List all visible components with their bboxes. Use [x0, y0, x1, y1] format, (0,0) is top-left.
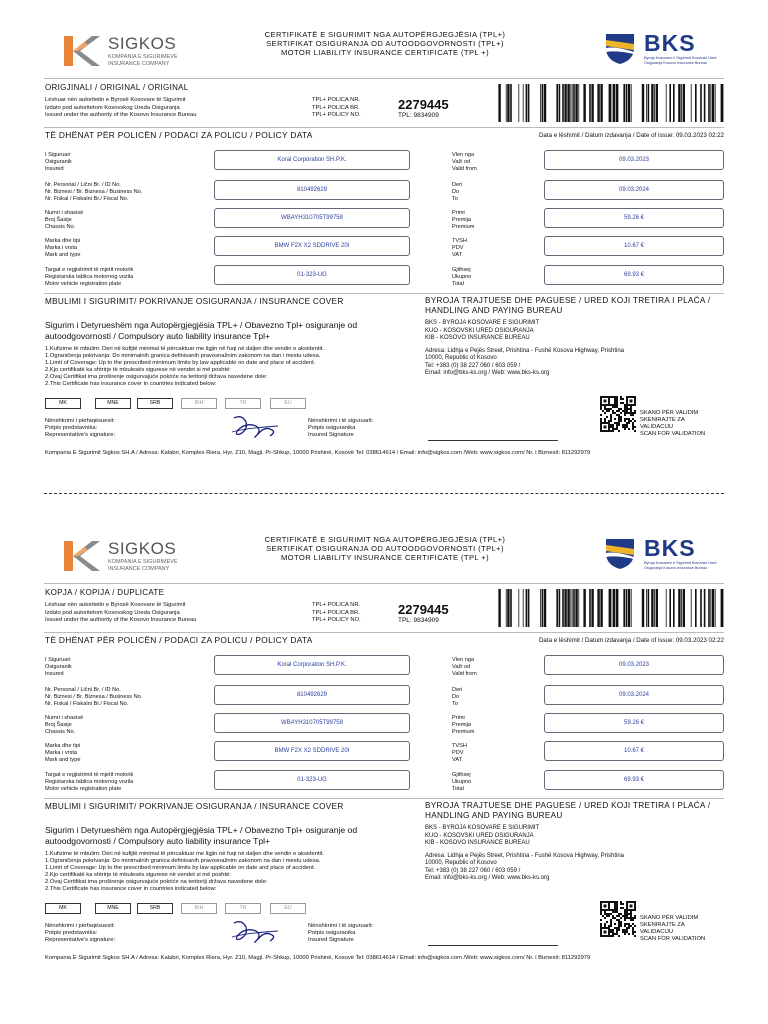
field-label-line: Valid from [452, 165, 477, 172]
issued-sq: Lëshuar nën autoritetin e Byrosë Kosovare të Sigurimit [45, 602, 186, 608]
issued-sq: Lëshuar nën autoritetin e Byrosë Kosovare të Sigurimit [45, 97, 186, 103]
bureau-line: Tel: +383 (0) 38 227 060 / 603 059 / [425, 362, 521, 369]
policy-data-heading: TË DHËNAT PËR POLICËN / PODACI ZA POLICU / POLICY DATA [45, 130, 313, 140]
field-label-line: Premium [452, 728, 475, 735]
country-code: BIH [181, 398, 217, 409]
country-code: SRB [137, 398, 173, 409]
divider [44, 293, 724, 294]
bureau-line: Tel: +383 (0) 38 227 060 / 603 059 / [425, 867, 521, 874]
representative-signature-label [45, 418, 195, 439]
qr-code-icon[interactable] [600, 901, 636, 937]
divider [44, 127, 724, 128]
scan-label: SKANO PËR VALIDIM [640, 915, 699, 921]
field-label [452, 210, 512, 230]
field-label-line: Motor vehicle registration plate [45, 280, 122, 287]
country-code: MNE [95, 398, 131, 409]
sig-label-en: Representative's signature: [45, 432, 116, 438]
bureau-line: KUO - KOSOVSKI URED OSIGURANJA [425, 327, 534, 334]
issued-by [45, 97, 305, 120]
issued-en: Issued under the authority of the Kosovo Insurance Bureau [45, 112, 197, 118]
cover-note: 2.Kjo certifikatë ka shtrirje të mbulesës sigurese në vendet si më poshtë: [45, 872, 231, 878]
field-value: 59.26 € [544, 208, 724, 228]
bureau-line: 10000, Republic of Kosovo [425, 860, 497, 866]
field-label-line: Chassis No. [45, 223, 76, 230]
field-label-line: Primi [452, 210, 465, 216]
title-sq: CERTIFIKATË E SIGURIMIT NGA AUTOPËRGJEGJËSIA (TPL+) [264, 535, 506, 544]
country-code: MK [45, 903, 81, 914]
sigkos-k-icon [62, 32, 102, 70]
field-label [45, 687, 205, 707]
representative-signature-label [45, 923, 195, 944]
field-label-line: Marka dhe tipi [45, 743, 81, 749]
company-name: SIGKOS [108, 34, 177, 53]
field-label [45, 715, 205, 735]
bureau-line: Email: info@bks-ks.org / Web: www.bks-ks.org [425, 370, 550, 376]
policy-data-heading: TË DHËNAT PËR POLICËN / PODACI ZA POLICU / POLICY DATA [45, 635, 313, 645]
field-label-line: Deri [452, 687, 463, 693]
cover-note: 1.Limit of Coverage: Up to the prescribed minimum limits by law applicable on date and place of accident. [45, 360, 316, 366]
country-code: BIH [181, 903, 217, 914]
field-label-line: Targat e regjistrimit të mjetit motorik [45, 267, 134, 273]
field-value: 09.03.2024 [544, 685, 724, 705]
field-value: WBAYH310705T99758 [214, 713, 410, 733]
field-label [452, 743, 512, 763]
country-code: TR [225, 903, 261, 914]
field-value: 09.03.2023 [544, 150, 724, 170]
divider [44, 798, 724, 799]
country-code: TR [225, 398, 261, 409]
title-sr: SERTIFIKAT OSIGURANJA OD AUTOODGOVORNOSTI (TPL+) [266, 544, 504, 553]
field-label [452, 267, 512, 287]
field-label [45, 238, 205, 258]
field-label-line: Chassis No. [45, 728, 76, 735]
bks-logo-sub: Byroja Kosovare e Sigurimit Kosovski Ured Osiguranja Kosovo Insurance Bureau [644, 56, 717, 65]
bureau-info [425, 320, 725, 378]
field-label-line: Deri [452, 182, 463, 188]
country-code: SRB [137, 903, 173, 914]
field-label-line: Vlen nga [452, 657, 475, 663]
bureau-line: BKS - BYROJA KOSOVARE E SIGURIMIT [425, 320, 540, 326]
title-en: MOTOR LIABILITY INSURANCE CERTIFICATE (TPL +) [280, 48, 490, 57]
field-value: 09.03.2023 [544, 655, 724, 675]
divider [44, 632, 724, 633]
divider [44, 583, 724, 584]
field-value: Koral Corporation SH.P.K. [214, 150, 410, 170]
field-label-line: Numri i shasisë [45, 715, 84, 721]
field-label-line: TVSH [452, 743, 467, 749]
scan-label: SKENIRAJTE ZA [640, 417, 685, 423]
field-label [452, 182, 512, 202]
field-label-line: Nr. Personal / Lični Br. / ID No. [45, 687, 121, 693]
tpl-number: TPL: 9834909 [398, 617, 439, 624]
field-label [452, 152, 512, 172]
field-value: 10.67 € [544, 236, 724, 256]
field-label-line: Registarska tablica motornog vozila [45, 273, 134, 280]
field-label [45, 772, 205, 792]
sig-label-en: Representative's signature: [45, 937, 116, 943]
copy-label: ORIGJINALI / ORIGINAL / ORIGINAL [45, 83, 189, 92]
field-label [45, 182, 205, 202]
company-name: SIGKOS [108, 539, 177, 558]
bks-logo-text: BKS [644, 30, 696, 56]
sigkos-k-icon [62, 537, 102, 575]
policy-label-sq: TPL+ POLICA NR. [312, 97, 361, 103]
ins-sig-sr: Potpis osiguranika [308, 425, 356, 431]
bureau-line: 10000, Republic of Kosovo [425, 355, 497, 361]
title-sq: CERTIFIKATË E SIGURIMIT NGA AUTOPËRGJEGJËSIA (TPL+) [264, 30, 506, 39]
cover-note: 1.Ograničenja pokrivanja: Do minimalnih granica definisanih pravosnažnim zakonom na dan i mestu udesa. [45, 353, 321, 359]
certificate-titles [210, 535, 560, 562]
cover-note: 2.Ovaj Certifikat ima proširenje osigurvajuće pokriće na teritoriji država navedene dole: [45, 879, 268, 885]
cover-note: 1.Kufizime të mbulim: Deri në kufijtë minimal të përcaktuar me ligjin në fuqi në daljen dhe vendin e aksidentit. [45, 851, 325, 857]
insurance-cover-heading: MBULIMI I SIGURIMIT/ POKRIVANJE OSIGURANJA / INSURANCE COVER [45, 297, 344, 306]
field-label [452, 715, 512, 735]
sig-label-sr: Potpis predstavnika: [45, 425, 98, 431]
field-label-line: Premija [452, 721, 471, 728]
qr-code-icon[interactable] [600, 396, 636, 432]
ins-sig-en: Insured Signature [308, 432, 354, 438]
field-label-line: To [452, 195, 458, 202]
field-label-line: Ukupno [452, 778, 472, 785]
bureau-line: Email: info@bks-ks.org / Web: www.bks-ks.org [425, 875, 550, 881]
field-value: 810492629 [214, 685, 410, 705]
bks-logo [602, 30, 722, 70]
field-value: 810492629 [214, 180, 410, 200]
field-label-line: Insured [45, 670, 64, 677]
cover-title: Sigurim i Detyrueshëm nga Autopërgjegjësia TPL+ / Obavezno Tpl+ osiguranje od autoodgovornosti / Compulsory auto liability insurance Tpl+ [45, 825, 358, 846]
bks-logo-text: BKS [644, 535, 696, 561]
bks-shield-icon [602, 30, 638, 66]
field-label-line: Marka dhe tipi [45, 238, 81, 244]
field-label-line: Osiguranik [45, 663, 72, 670]
field-label-line: Total [452, 785, 464, 792]
field-label-line: Do [452, 693, 460, 700]
field-value: WBAYH310705T99758 [214, 208, 410, 228]
cover-note: 1.Kufizime të mbulim: Deri në kufijtë minimal të përcaktuar me ligjin në fuqi në daljen dhe vendin e aksidentit. [45, 346, 325, 352]
field-label-line: TVSH [452, 238, 467, 244]
sig-label-sr: Potpis predstavnika: [45, 930, 98, 936]
date-of-issue: Data e lëshimit / Datum izdavanja / Date of issue: 09.03.2023 02:22 [538, 637, 724, 644]
country-code: EU [270, 398, 306, 409]
issued-sr: Izdato pod autoritetom Kosovskog Ureda Osiguranja [45, 104, 180, 111]
policy-number: 2279445 [398, 602, 449, 617]
field-value: 01-323-UG [214, 770, 410, 790]
issued-en: Issued under the authority of the Kosovo Insurance Bureau [45, 617, 197, 623]
title-sr: SERTIFIKAT OSIGURANJA OD AUTOODGOVORNOSTI (TPL+) [266, 39, 504, 48]
field-value: 10.67 € [544, 741, 724, 761]
handling-bureau-heading: BYROJA TRAJTUESE DHE PAGUESE / URED KOJI TRETIRA I PLAĆA / HANDLING AND PAYING BUREAU [425, 296, 711, 315]
cover-note: 2.Kjo certifikatë ka shtrirje të mbulesës sigurese në vendet si më poshtë: [45, 367, 231, 373]
ins-sig-sq: Nënshkrimi i të siguruarit: [308, 418, 374, 424]
signature-line [428, 440, 558, 441]
policy-labels [312, 602, 382, 625]
barcode-icon [494, 589, 724, 627]
field-label-line: Primi [452, 715, 465, 721]
field-label-line: PDV [452, 244, 464, 251]
policy-label-en: TPL+ POLICY NO. [312, 112, 361, 118]
insurance-certificate [0, 0, 768, 490]
country-code: EU [270, 903, 306, 914]
field-label-line: Broj Šasije [45, 216, 72, 223]
insurance-cover-heading: MBULIMI I SIGURIMIT/ POKRIVANJE OSIGURANJA / INSURANCE COVER [45, 802, 344, 811]
cover-notes [45, 851, 425, 893]
field-label-line: VAT [452, 756, 463, 763]
policy-label-sr: TPL+ POLICA BR. [312, 104, 360, 111]
signature-line [428, 945, 558, 946]
field-label-line: I Siguruari [45, 657, 71, 663]
field-label-line: Broj Šasije [45, 721, 72, 728]
issued-by [45, 602, 305, 625]
sig-label-sq: Nënshkrimi i përfaqësuesit: [45, 418, 115, 424]
tpl-number: TPL: 9834909 [398, 112, 439, 119]
sig-label-sq: Nënshkrimi i përfaqësuesit: [45, 923, 115, 929]
insurance-certificate [0, 505, 768, 995]
company-sub-en: INSURANCE COMPANY [108, 566, 170, 572]
handling-bureau-heading: BYROJA TRAJTUESE DHE PAGUESE / URED KOJI TRETIRA I PLAĆA / HANDLING AND PAYING BUREAU [425, 801, 711, 820]
sigkos-logo [62, 537, 182, 577]
field-value: 09.03.2024 [544, 180, 724, 200]
bks-shield-icon [602, 535, 638, 571]
policy-label-sq: TPL+ POLICA NR. [312, 602, 361, 608]
certificate-titles [210, 30, 560, 57]
field-label-line: Registarska tablica motornog vozila [45, 778, 134, 785]
scan-for-validation [640, 410, 730, 438]
scan-label: SCAN FOR VALIDATION [640, 936, 706, 942]
ins-sig-en: Insured Signature [308, 937, 354, 943]
bureau-info [425, 825, 725, 883]
policy-label-en: TPL+ POLICY NO. [312, 617, 361, 623]
bks-logo [602, 535, 722, 575]
scan-label: SKENIRAJTE ZA [640, 922, 685, 928]
issued-sr: Izdato pod autoritetom Kosovskog Ureda Osiguranja [45, 609, 180, 616]
field-label-line: PDV [452, 749, 464, 756]
field-label-line: Targat e regjistrimit të mjetit motorik [45, 772, 134, 778]
field-label [452, 772, 512, 792]
field-label-line: Premium [452, 223, 475, 230]
policy-number: 2279445 [398, 97, 449, 112]
country-code: MK [45, 398, 81, 409]
field-label-line: Insured [45, 165, 64, 172]
field-label-line: Osiguranik [45, 158, 72, 165]
cover-note: 1.Ograničenja pokrivanja: Do minimalnih granica definisanih pravosnažnim zakonom na dan i mestu udesa. [45, 858, 321, 864]
field-label [45, 267, 205, 287]
divider [44, 78, 724, 79]
bureau-line: KUO - KOSOVSKI URED OSIGURANJA [425, 832, 534, 839]
handwritten-signature [226, 917, 282, 949]
field-label-line: Total [452, 280, 464, 287]
field-label-line: Ukupno [452, 273, 472, 280]
field-label-line: Premija [452, 216, 471, 223]
scan-label: VALIDACIJU [640, 929, 674, 935]
field-value: BMW F2X X2 SDDRIVE 20I [214, 236, 410, 256]
field-value: 69.93 € [544, 770, 724, 790]
bureau-line: BKS - BYROJA KOSOVARE E SIGURIMIT [425, 825, 540, 831]
date-of-issue: Data e lëshimit / Datum izdavanja / Date of issue: 09.03.2023 02:22 [538, 132, 724, 139]
field-label [45, 743, 205, 763]
cover-note: 2.Ovaj Certifikat ima proširenje osigurvajuće pokriće na teritoriji država navedene dole: [45, 374, 268, 380]
field-label-line: Vlen nga [452, 152, 475, 158]
field-label-line: Nr. Biznesi / Br. Biznesa / Business No. [45, 188, 143, 195]
copy-label: KOPJA / KOPIJA / DUPLICATE [45, 588, 165, 597]
field-label [45, 657, 205, 677]
field-label [45, 152, 205, 172]
field-label-line: Važi od [452, 158, 471, 165]
cover-note: 1.Limit of Coverage: Up to the prescribed minimum limits by law applicable on date and place of accident. [45, 865, 316, 871]
title-en: MOTOR LIABILITY INSURANCE CERTIFICATE (TPL +) [280, 553, 490, 562]
field-value: 59.26 € [544, 713, 724, 733]
scan-label: SCAN FOR VALIDATION [640, 431, 706, 437]
company-footer: Kompania E Sigurimit Sigkos SH.A / Adresa: Kalabri, Komplex Riera, Hyr. Z10, Magji. Pr-Shkup, 10000 Prishinë, Kosovë Tel: 038614614 / Email: info@sigkos.com /Web: www.sigkos.com/ Nr. i Biznesit: 811292979 [45, 450, 591, 456]
company-footer: Kompania E Sigurimit Sigkos SH.A / Adresa: Kalabri, Komplex Riera, Hyr. Z10, Magji. Pr-Shkup, 10000 Prishinë, Kosovë Tel: 038614614 / Email: info@sigkos.com /Web: www.sigkos.com/ Nr. i Biznesit: 811292979 [45, 955, 591, 961]
field-label-line: Gjithsej [452, 267, 471, 273]
field-label-line: Do [452, 188, 460, 195]
field-label [452, 238, 512, 258]
ins-sig-sq: Nënshkrimi i të siguruarit: [308, 923, 374, 929]
bks-logo-sub: Byroja Kosovare e Sigurimit Kosovski Ured Osiguranja Kosovo Insurance Bureau [644, 561, 717, 570]
field-label-line: Mark and type [45, 251, 81, 258]
policy-label-sr: TPL+ POLICA BR. [312, 609, 360, 616]
policy-labels [312, 97, 382, 120]
cover-notes [45, 346, 425, 388]
barcode-icon [494, 84, 724, 122]
field-label [452, 687, 512, 707]
bureau-line: KIB - KOSOVO INSURANCE BUREAU [425, 335, 530, 341]
field-value: 69.93 € [544, 265, 724, 285]
company-sub: KOMPANIA E SIGURIMEVE [108, 54, 178, 60]
handwritten-signature [226, 412, 282, 444]
cut-line [44, 493, 724, 494]
field-value: Koral Corporation SH.P.K. [214, 655, 410, 675]
scan-label: SKANO PËR VALIDIM [640, 410, 699, 416]
bureau-line: Adresa: Lidhja e Pejës Street, Prishtina - Fushë Kosova Highway, Prishtina [425, 347, 624, 354]
field-label-line: Marka i vrsta [45, 244, 78, 251]
field-label-line: Mark and type [45, 756, 81, 763]
field-value: 01-323-UG [214, 265, 410, 285]
field-label-line: Motor vehicle registration plate [45, 785, 122, 792]
company-sub: KOMPANIA E SIGURIMEVE [108, 559, 178, 565]
field-value: BMW F2X X2 SDDRIVE 20I [214, 741, 410, 761]
cover-title: Sigurim i Detyrueshëm nga Autopërgjegjësia TPL+ / Obavezno Tpl+ osiguranje od autoodgovornosti / Compulsory auto liability insurance Tpl+ [45, 320, 358, 341]
field-label-line: Nr. Fiskal / Fiskalni Br./ Fiscal No. [45, 195, 129, 202]
field-label-line: Marka i vrsta [45, 749, 78, 756]
field-label-line: Numri i shasisë [45, 210, 84, 216]
ins-sig-sr: Potpis osiguranika [308, 930, 356, 936]
field-label-line: Nr. Personal / Lični Br. / ID No. [45, 182, 121, 188]
bureau-line: Adresa: Lidhja e Pejës Street, Prishtina - Fushë Kosova Highway, Prishtina [425, 852, 624, 859]
country-code: MNE [95, 903, 131, 914]
field-label-line: Važi od [452, 663, 471, 670]
bureau-line: KIB - KOSOVO INSURANCE BUREAU [425, 840, 530, 846]
company-sub-en: INSURANCE COMPANY [108, 61, 170, 67]
field-label [452, 657, 512, 677]
sigkos-logo [62, 32, 182, 72]
field-label-line: I Siguruari [45, 152, 71, 158]
field-label-line: Nr. Biznesi / Br. Biznesa / Business No. [45, 693, 143, 700]
insured-signature-label [308, 923, 448, 944]
cover-note: 2.This Certificate has insurance cover in countries indicated below: [45, 381, 217, 387]
scan-for-validation [640, 915, 730, 943]
field-label-line: Valid from [452, 670, 477, 677]
insured-signature-label [308, 418, 448, 439]
cover-note: 2.This Certificate has insurance cover in countries indicated below: [45, 886, 217, 892]
scan-label: VALIDACIJU [640, 424, 674, 430]
field-label-line: Nr. Fiskal / Fiskalni Br./ Fiscal No. [45, 700, 129, 707]
field-label-line: To [452, 700, 458, 707]
field-label-line: VAT [452, 251, 463, 258]
field-label-line: Gjithsej [452, 772, 471, 778]
field-label [45, 210, 205, 230]
